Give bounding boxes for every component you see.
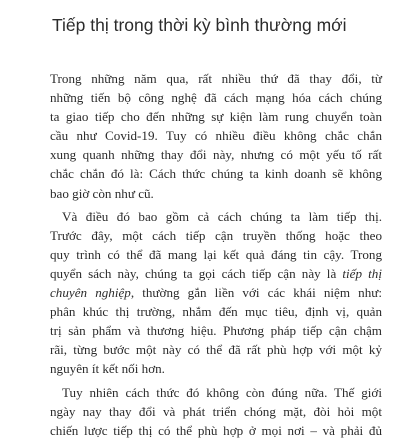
chapter-title: Tiếp thị trong thời kỳ bình thường mới: [52, 15, 347, 35]
text-line: trị sản phẩm và thương hiệu. Phương pháp tiếp cận chậm: [50, 323, 382, 339]
text-line: ngày nay thay đổi và phát triển chóng mặt, đòi hỏi một: [50, 403, 382, 419]
text-line: chiến lược tiếp thị có thể phù hợp ở mọi nơi – và phải đủ: [50, 422, 382, 438]
text-line: xung quanh những thay đổi này, nhưng có một yếu tố rất: [50, 147, 382, 163]
text-line: Trong những năm qua, rất nhiều thứ đã thay đổi, từ: [50, 71, 382, 86]
text-line: những tiến bộ công nghệ đã cách mạng hóa cách chúng: [50, 90, 382, 106]
paragraph-3: [50, 383, 382, 440]
text-line: quy trình có thể đã mang lại kết quả đáng tin cậy. Trong: [50, 246, 382, 262]
italic-term: chuyên nghiệp: [50, 285, 131, 301]
text-line: cầu như Covid-19. Tuy có nhiều điều không chắc chắn: [50, 128, 382, 144]
body-text: [50, 69, 382, 444]
text-segment: , thường gắn liền với các khái niệm như:: [130, 285, 382, 301]
text-line: ta giao tiếp cho đến những sự kiện làm rung chuyển toàn: [50, 109, 382, 125]
text-line: bao giờ còn như cũ.: [50, 185, 154, 201]
text-line: phân khúc thị trường, nhắm đến mục tiêu, định vị, quản: [50, 304, 382, 320]
text-line: rãi, từng bước một này có thể đã rất phù hợp với một kỷ: [50, 342, 382, 358]
text-line: [50, 264, 382, 283]
text-line: chắc chắn đó là: Cách thức chúng ta kinh doanh sẽ không: [50, 166, 382, 182]
text-line: nguyên ít kết nối hơn.: [50, 361, 165, 377]
text-line: Trước đây, một cách tiếp cận truyền thống hoặc theo: [50, 227, 382, 243]
text-segment: quyển sách này, chúng ta gọi cách tiếp cận này là: [50, 265, 343, 281]
text-line: Và điều đó bao gồm cả cách chúng ta làm tiếp thị.: [62, 208, 382, 224]
text-line: [50, 283, 382, 302]
text-line: Tuy nhiên cách thức đó không còn đúng nữa. Thế giới: [62, 384, 382, 400]
paragraph-2: [50, 207, 382, 379]
italic-term: tiếp thị: [342, 265, 382, 281]
paragraph-1: [50, 69, 382, 203]
